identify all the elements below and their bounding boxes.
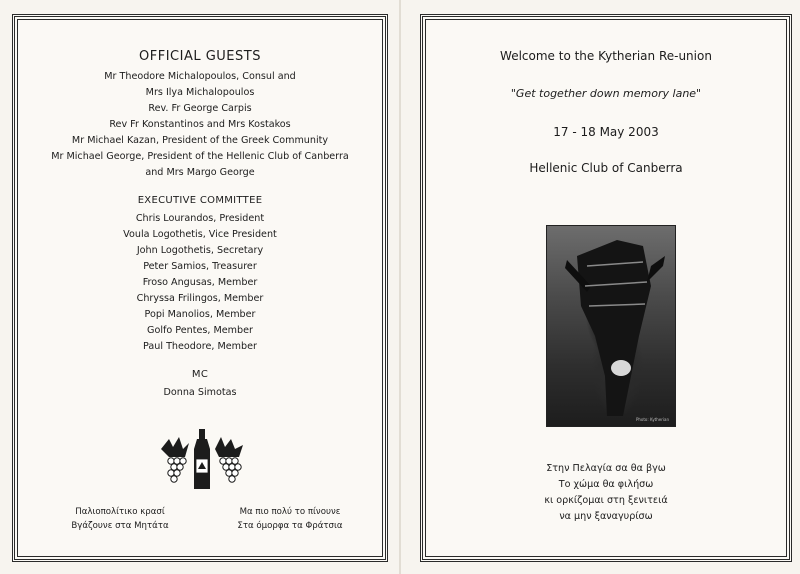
grapes-right-icon	[220, 458, 241, 482]
committee-line-1: Chris Lourandos, President	[135, 213, 265, 224]
event-dates: 17 - 18 May 2003	[553, 125, 659, 139]
poem-line-4: να μην ξαναγυρίσω	[559, 511, 653, 522]
committee-line-4: Peter Samios, Treasurer	[143, 261, 257, 272]
committee-line-2: Voula Logothetis, Vice President	[123, 229, 277, 240]
verse-left-line-2: Βγάζουνε στα Μητάτα	[71, 521, 169, 531]
committee-line-9: Paul Theodore, Member	[143, 341, 257, 352]
guest-line-1: Mr Theodore Michalopoulos, Consul and	[104, 71, 296, 82]
grape-leaf-right-icon	[215, 437, 243, 457]
verse-left	[45, 505, 195, 533]
verse-left-line-1: Παλιοπολίτικο κρασί	[75, 507, 165, 517]
guest-line-5: Mr Michael Kazan, President of the Greek Community	[71, 135, 329, 146]
mc-name: Donna Simotas	[163, 387, 237, 398]
committee-line-7: Popi Manolios, Member	[144, 309, 256, 320]
poem-line-3: κι ορκίζομαι στη ξενιτειά	[544, 495, 668, 506]
official-guests-title: OFFICIAL GUESTS	[139, 49, 261, 64]
guest-line-6: Mr Michael George, President of the Hellenic Club of Canberra	[51, 151, 349, 162]
executive-committee-title: EXECUTIVE COMMITTEE	[137, 195, 263, 206]
grapes-left-icon	[168, 458, 186, 482]
committee-line-6: Chryssa Frilingos, Member	[136, 293, 264, 304]
guest-line-2: Mrs Ilya Michalopoulos	[145, 87, 255, 98]
donkey-photo	[546, 225, 676, 427]
wine-grapes-illustration	[155, 427, 251, 493]
venue: Hellenic Club of Canberra	[529, 161, 683, 175]
wine-bottle-icon	[194, 429, 210, 489]
committee-line-3: John Logothetis, Secretary	[136, 245, 264, 256]
left-panel	[12, 14, 388, 562]
mc-title: MC	[191, 369, 209, 380]
page-fold	[399, 0, 401, 574]
tagline: "Get together down memory lane"	[510, 87, 702, 100]
verse-right-line-1: Μα πιο πολύ το πίνουνε	[239, 507, 341, 517]
welcome-title: Welcome to the Kytherian Re-union	[500, 49, 712, 63]
guest-line-7: and Mrs Margo George	[145, 167, 255, 178]
verse-right-line-2: Στα όμορφα τα Φράτσια	[237, 521, 343, 531]
poem-line-2: Το χώμα θα φιλήσω	[558, 479, 654, 490]
committee-line-5: Froso Angusas, Member	[142, 277, 258, 288]
grape-leaf-left-icon	[161, 437, 189, 457]
committee-line-8: Golfo Pentes, Member	[147, 325, 253, 336]
verse-right	[215, 505, 365, 533]
guest-line-3: Rev. Fr George Carpis	[148, 103, 252, 114]
right-panel	[420, 14, 792, 562]
poem-line-1: Στην Πελαγία σα θα βγω	[546, 463, 666, 474]
donkey-silhouette	[547, 226, 675, 426]
guest-line-4: Rev Fr Konstantinos and Mrs Kostakos	[109, 119, 291, 130]
photo-credit: Photo: Kytherian	[635, 417, 669, 422]
